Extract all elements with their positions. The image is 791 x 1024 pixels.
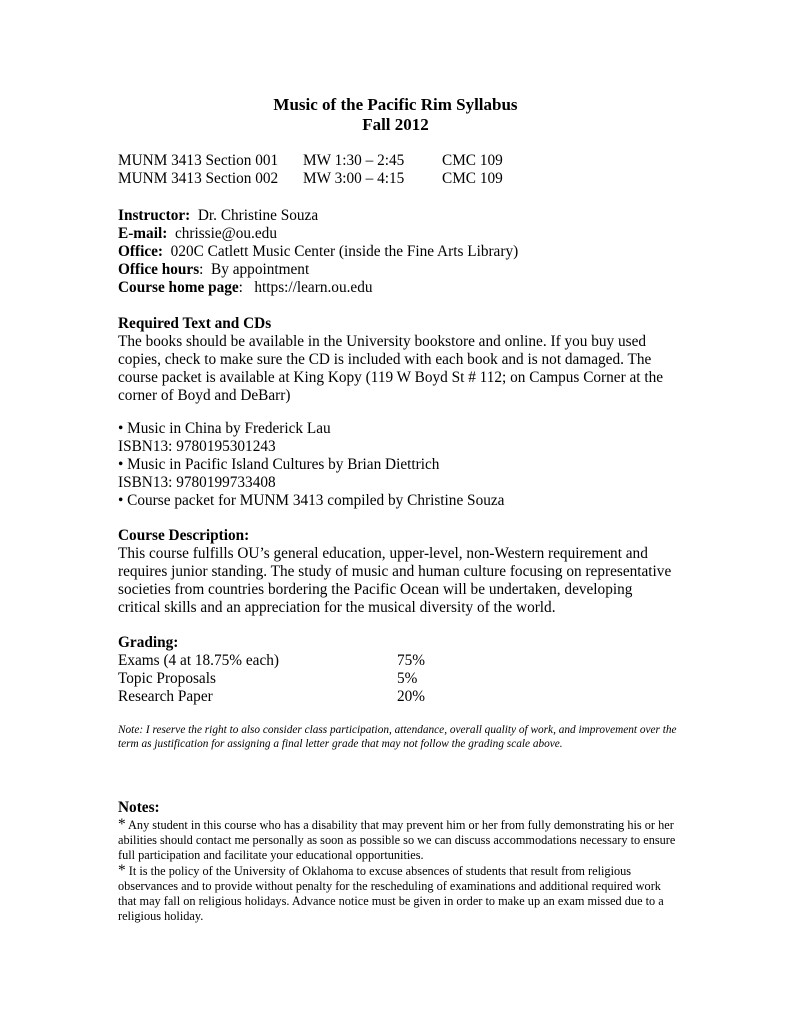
email-address: chrissie@ou.edu — [167, 225, 277, 242]
section-row — [118, 152, 503, 170]
office-line — [118, 243, 518, 261]
required-texts-body: The books should be available in the University bookstore and online. If you buy used copies, check to make sure the CD is included with each book and is not damaged. The course packet is available at King Kopy (119 W Boyd St # 112; on Campus Corner at the corner of Boyd and DeBarr) — [118, 333, 664, 404]
section-course: MUNM 3413 Section 002 — [118, 170, 279, 187]
office-location: 020C Catlett Music Center (inside the Fine Arts Library) — [163, 243, 519, 260]
email-label: E-mail: — [118, 225, 168, 242]
office-hours-line — [118, 261, 518, 279]
required-texts-heading: Required Text and CDs — [118, 315, 272, 332]
grading-note: Note: I reserve the right to also consider class participation, attendance, overall quality of work, and improvement over the term as justification for assigning a final letter grade that may not follow the grading scale above. — [118, 724, 677, 750]
email-line — [118, 225, 518, 243]
grading-weight: 20% — [397, 688, 426, 705]
office-hours-label: Office hours — [118, 261, 200, 278]
title-line-course: Music of the Pacific Rim Syllabus — [273, 95, 518, 114]
title-line-term: Fall 2012 — [362, 115, 429, 134]
grading-item: Topic Proposals — [118, 670, 216, 687]
section-room: CMC 109 — [442, 170, 503, 187]
list-item: ISBN13: 9780199733408 — [118, 474, 276, 491]
grading-weight: 5% — [397, 670, 418, 687]
book-list — [118, 420, 504, 510]
notes-heading: Notes: — [118, 799, 160, 816]
instructor-label: Instructor: — [118, 207, 191, 224]
list-item: • Music in Pacific Island Cultures by Brian Diettrich — [118, 456, 440, 473]
section-schedule — [118, 152, 503, 188]
section-room: CMC 109 — [442, 152, 503, 169]
note-item — [118, 863, 678, 924]
document-title — [0, 95, 791, 135]
course-home-line — [118, 279, 518, 297]
course-home-url: : https://learn.ou.edu — [238, 279, 373, 296]
note-text: It is the policy of the University of Oklahoma to excuse absences of students that result from religious observances and to provide without penalty for the rescheduling of examinations and additional required work that may fall on religious holidays. Advance notice must be given in order to make up an exam missed due to a religious holiday. — [118, 864, 664, 923]
course-home-label: Course home page — [118, 279, 239, 296]
list-item: • Course packet for MUNM 3413 compiled by Christine Souza — [118, 492, 505, 509]
note-text: Any student in this course who has a disability that may prevent him or her from fully demonstrating his or her abilities should contact me personally as soon as possible so we can discuss accommodations necessary to ensure full participation and facilitate your educational opportunities. — [118, 818, 676, 862]
section-course: MUNM 3413 Section 001 — [118, 152, 279, 169]
office-label: Office: — [118, 243, 164, 260]
list-item: ISBN13: 9780195301243 — [118, 438, 276, 455]
course-description-section — [118, 527, 678, 617]
asterisk-marker: * — [118, 862, 126, 879]
section-row — [118, 170, 503, 188]
section-time: MW 3:00 – 4:15 — [303, 170, 405, 187]
grading-heading: Grading: — [118, 634, 179, 651]
section-time: MW 1:30 – 2:45 — [303, 152, 405, 169]
list-item: • Music in China by Frederick Lau — [118, 420, 331, 437]
grading-weight: 75% — [397, 652, 426, 669]
course-description-heading: Course Description: — [118, 527, 250, 544]
grading-section — [118, 634, 425, 706]
grading-item: Exams (4 at 18.75% each) — [118, 652, 279, 669]
instructor-line — [118, 207, 518, 225]
instructor-info — [118, 207, 518, 297]
note-item — [118, 817, 678, 863]
grading-row — [118, 688, 425, 706]
required-texts-section — [118, 315, 678, 405]
office-hours-value: : By appointment — [199, 261, 310, 278]
grading-item: Research Paper — [118, 688, 213, 705]
asterisk-marker: * — [118, 816, 126, 833]
grading-row — [118, 652, 425, 670]
course-description-body: This course fulfills OU’s general education, upper-level, non-Western requirement and requires junior standing. The study of music and human culture focusing on representative societies from countries bordering the Pacific Ocean will be undertaken, developing critical skills and an appreciation for the musical diversity of the world. — [118, 545, 672, 616]
instructor-name: Dr. Christine Souza — [190, 207, 319, 224]
notes-section — [118, 799, 678, 924]
grading-row — [118, 670, 425, 688]
